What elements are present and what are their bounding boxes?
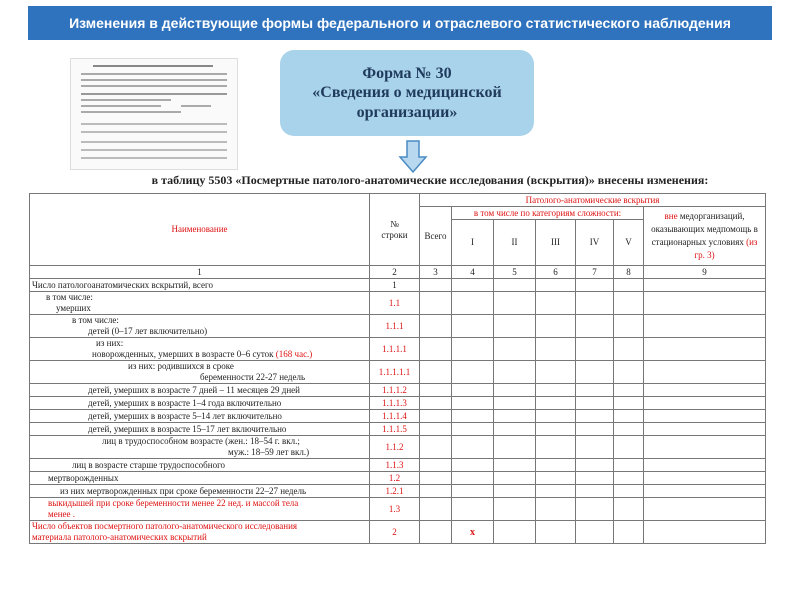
- row-label: материала патолого-анатомических вскрытий: [32, 532, 207, 542]
- header-cat-3: III: [536, 220, 576, 266]
- row-number: 1.3: [370, 498, 420, 521]
- table-row: [30, 498, 766, 521]
- row-number: 1.1.1: [370, 315, 420, 338]
- row-number: 1.2.1: [370, 485, 420, 498]
- header-group: Патолого-анатомические вскрытия: [420, 194, 766, 207]
- row-number: 1.1: [370, 292, 420, 315]
- row-number: 1.1.1.3: [370, 397, 420, 410]
- header-cat-5: V: [614, 220, 644, 266]
- form-name-line1: «Сведения о медицинской: [312, 84, 502, 102]
- row-label: лиц в возрасте старше трудоспособного: [72, 459, 226, 470]
- header-cat-4: IV: [576, 220, 614, 266]
- form-callout-box: [280, 50, 534, 136]
- table-row: [30, 292, 766, 315]
- form-thumbnail-image: [70, 58, 238, 170]
- form-name-line2: организации»: [356, 103, 458, 121]
- header-outside-note: (из гр. 3): [694, 237, 758, 260]
- header-cat-1: I: [452, 220, 494, 266]
- table-subtitle: в таблицу 5503 «Посмертные патолого-анатомические исследования (вскрытия)» внесены изменения:: [151, 173, 709, 187]
- down-arrow-icon: [398, 140, 428, 174]
- row-label: в том числе:: [72, 315, 119, 325]
- form-number: Форма № 30: [362, 64, 452, 82]
- header-outside-red: вне: [664, 211, 678, 221]
- col-num: 3: [420, 266, 452, 279]
- slide-title-banner: [28, 6, 772, 40]
- table-row: [30, 361, 766, 384]
- header-row-number: № строки: [370, 194, 420, 266]
- row-label: менее .: [48, 509, 75, 519]
- row-label: детей, умерших в возрасте 5–14 лет включительно: [88, 410, 282, 421]
- row-label: детей, умерших в возрасте 1–4 года включительно: [88, 397, 282, 408]
- row-label-note: (168 час.): [275, 349, 313, 359]
- col-num: 7: [576, 266, 614, 279]
- col-num: 8: [614, 266, 644, 279]
- row-label: в том числе:: [46, 292, 93, 302]
- row-number: 1.2: [370, 472, 420, 485]
- not-applicable-mark: x: [452, 521, 494, 544]
- row-number: 1.1.3: [370, 459, 420, 472]
- col-num: 4: [452, 266, 494, 279]
- col-num: 9: [644, 266, 766, 279]
- row-number: 2: [370, 521, 420, 544]
- col-num: 2: [370, 266, 420, 279]
- row-label: беременности 22-27 недель: [200, 372, 306, 382]
- row-number: 1.1.1.2: [370, 384, 420, 397]
- header-by-complexity: в том числе по категориям сложности:: [452, 207, 644, 220]
- row-label: детей, умерших в возрасте 7 дней – 11 месяцев 29 дней: [88, 384, 300, 395]
- row-label: новорожденных, умерших в возрасте 0–6 суток: [92, 349, 274, 359]
- table-row: [30, 384, 766, 397]
- table-row: [30, 521, 766, 544]
- header-outside: [644, 207, 766, 266]
- row-number: 1.1.1.4: [370, 410, 420, 423]
- header-name: Наименование: [30, 194, 370, 266]
- row-label: из них:: [96, 338, 124, 348]
- table-row: [30, 459, 766, 472]
- table-5503: [29, 193, 766, 544]
- row-label: выкидышей при сроке беременности менее 22 нед. и массой тела: [48, 498, 299, 508]
- row-label: детей (0–17 лет включительно): [88, 326, 208, 336]
- table-row: [30, 279, 766, 292]
- table-row: [30, 423, 766, 436]
- row-label: Число объектов посмертного патолого-анатомического исследования: [32, 521, 298, 531]
- table-row: [30, 397, 766, 410]
- header-total: Всего: [420, 207, 452, 266]
- row-label: детей, умерших в возрасте 15–17 лет включительно: [88, 423, 287, 434]
- row-number: 1.1.1.5: [370, 423, 420, 436]
- row-number: 1: [370, 279, 420, 292]
- row-label: из них: родившихся в сроке: [128, 361, 234, 371]
- table-row: [30, 410, 766, 423]
- header-outside-text: медорганизаций, оказывающих медпомощь в стационарных условиях: [651, 211, 758, 247]
- row-number: 1.1.1.1.1: [370, 361, 420, 384]
- table-row: [30, 472, 766, 485]
- table-row: [30, 315, 766, 338]
- row-label: мертворожденных: [48, 472, 119, 483]
- row-label: Число патологоанатомических вскрытий, всего: [32, 279, 213, 290]
- table-row: [30, 338, 766, 361]
- row-label: из них мертворожденных при сроке беременности 22–27 недель: [60, 485, 307, 496]
- header-cat-2: II: [494, 220, 536, 266]
- row-number: 1.1.1.1: [370, 338, 420, 361]
- row-label: лиц в трудоспособном возрасте (жен.: 18–54 г. вкл.;: [102, 436, 300, 446]
- row-label: умерших: [56, 303, 91, 313]
- slide-title: Изменения в действующие формы федерального и отраслевого статистического наблюдения: [69, 15, 731, 31]
- col-num: 5: [494, 266, 536, 279]
- col-num: 6: [536, 266, 576, 279]
- row-label: муж.: 18–59 лет вкл.): [228, 447, 310, 457]
- col-num: 1: [30, 266, 370, 279]
- table-row: [30, 485, 766, 498]
- row-number: 1.1.2: [370, 436, 420, 459]
- table-row: [30, 436, 766, 459]
